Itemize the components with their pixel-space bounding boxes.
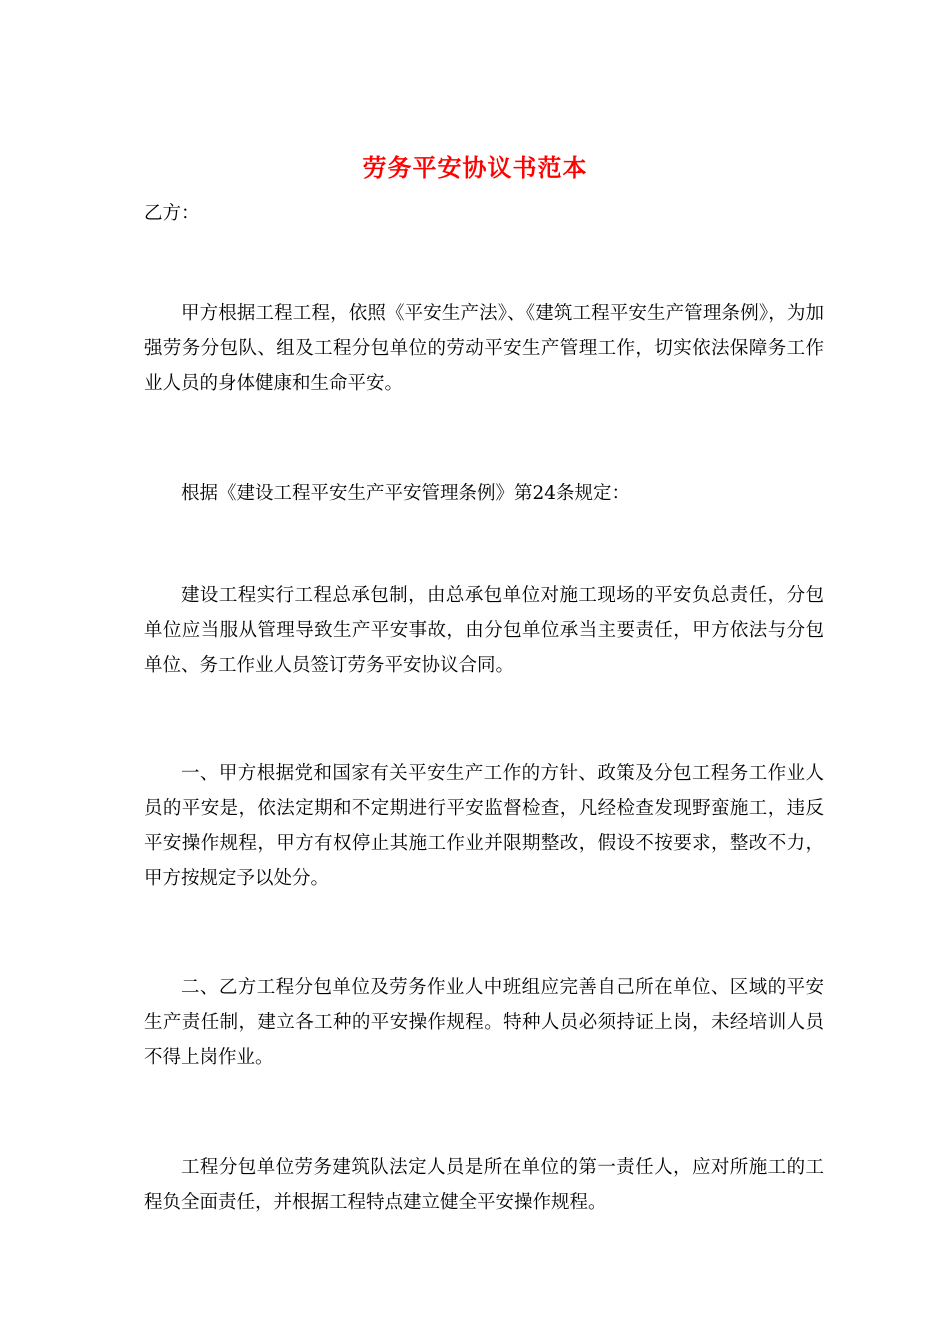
paragraph-intro: 甲方根据工程工程，依照《平安生产法》、《建筑工程平安生产管理条例》，为加强劳务分包队、组及工程分包单位的劳动平安生产管理工作，切实依法保障务工作业人员的身体健康和生命平安。 <box>144 303 824 394</box>
paragraph-responsible-person: 工程分包单位劳务建筑队法定人员是所在单位的第一责任人，应对所施工的工程负全面责任，并根据工程特点建立健全平安操作规程。 <box>144 1157 824 1213</box>
paragraph-clause-two: 二、乙方工程分包单位及劳务作业人中班组应完善自己所在单位、区域的平安生产责任制，建立各工种的平安操作规程。特种人员必须持证上岗，未经培训人员不得上岗作业。 <box>144 977 824 1068</box>
document-title: 劳务平安协议书范本 <box>362 153 588 182</box>
paragraph-general-contracting: 建设工程实行工程总承包制，由总承包单位对施工现场的平安负总责任，分包单位应当服从管理导致生产平安事故，由分包单位承当主要责任，甲方依法与分包单位、务工作业人员签订劳务平安协议合同。 <box>144 585 824 676</box>
party-b-label: 乙方： <box>144 203 200 224</box>
paragraph-regulation-reference: 根据《建设工程平安生产平安管理条例》第24条规定： <box>181 483 631 504</box>
paragraph-clause-one: 一、甲方根据党和国家有关平安生产工作的方针、政策及分包工程务工作业人员的平安是，依法定期和不定期进行平安监督检查，凡经检查发现野蛮施工，违反平安操作规程，甲方有权停止其施工作业并限期整改，假设不按要求，整改不力，甲方按规定予以处分。 <box>144 763 824 889</box>
